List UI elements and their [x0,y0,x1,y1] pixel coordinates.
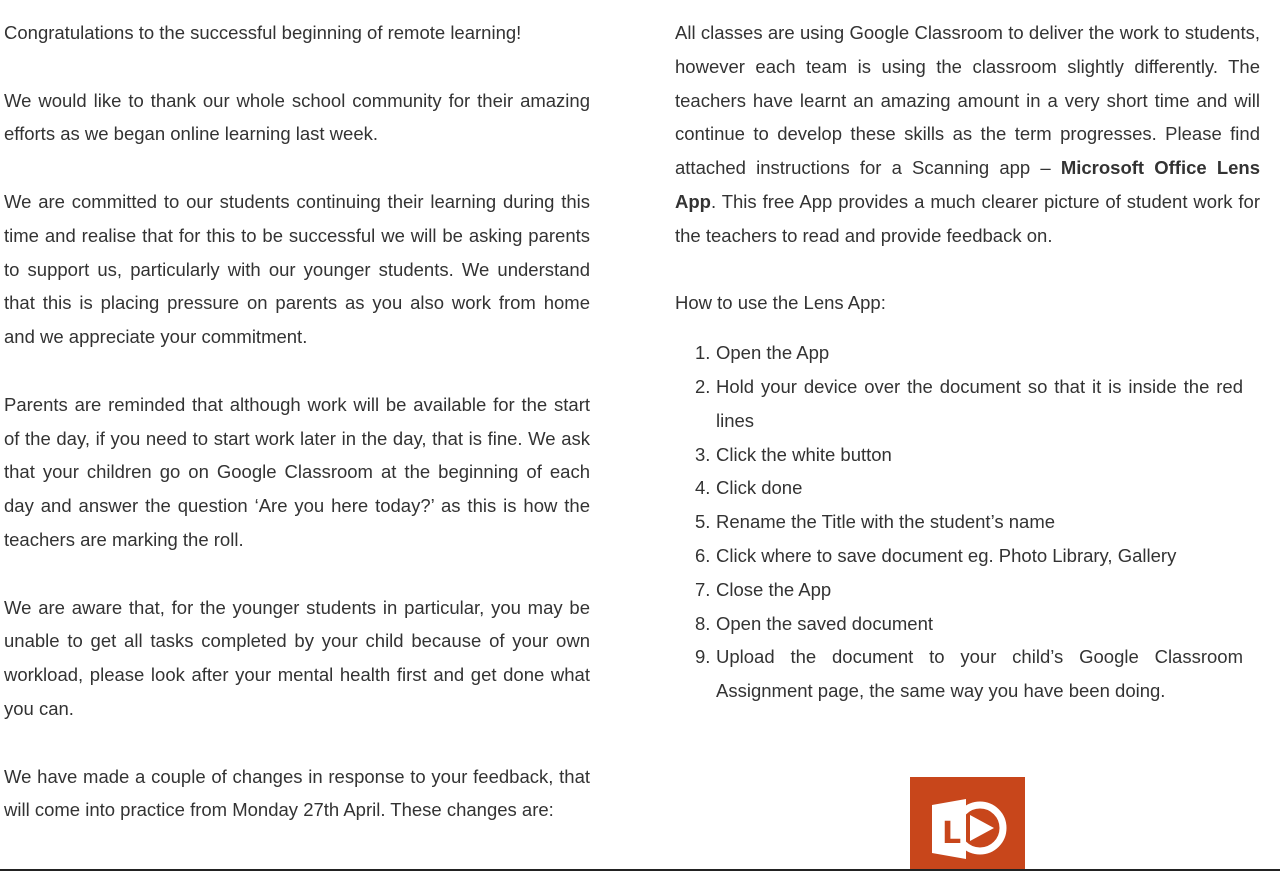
step-text: Rename the Title with the student’s name [716,511,1056,533]
step-item [675,505,1243,539]
step-text: Click where to save document eg. Photo Library, Gallery [716,544,1177,566]
paragraph-google-classroom [675,16,1260,253]
step-number: 2. [695,375,711,397]
step-text: Upload the document to your child’s Google Classroom Assignment page, the same way you have been doing. [716,646,1243,702]
step-number: 8. [695,612,711,634]
step-item [675,607,1243,641]
paragraph-commitment: We are committed to our students continuing their learning during this time and realise that for this to be successful we will be asking parents to support us, particularly with our younger students. We understand that this is placing pressure on parents as you also work from home and we appreciate your commitment. [4,190,590,348]
steps-list [675,336,1243,708]
step-text: Open the App [716,342,830,364]
step-number: 7. [695,578,711,600]
office-lens-icon [910,777,1025,871]
step-text: Click done [716,477,803,499]
intro-text-before: All classes are using Google Classroom to deliver the work to students, however each team is using the classroom slightly differently. The teachers have learnt an amazing amount in a very short time and will continue to develop these skills as the term progresses. Please find attached instructions for a Scanning app – [675,22,1260,179]
step-item [675,336,1243,370]
step-text: Open the saved document [716,612,934,634]
step-item [675,471,1243,505]
step-item [675,539,1243,573]
intro-text-after: . This free App provides a much clearer picture of student work for the teachers to read and provide feedback on. [675,190,1260,246]
paragraph-thanks: We would like to thank our whole school community for their amazing efforts as we began online learning last week. [4,89,590,145]
step-item [675,438,1243,472]
step-number: 9. [695,646,711,668]
right-column [675,16,1260,708]
app-name-bold: Microsoft Office Lens App [675,157,1261,212]
paragraph-congratulations: Congratulations to the successful beginning of remote learning! [4,22,522,43]
step-text: Close the App [716,578,832,600]
step-item [675,370,1243,438]
step-number: 1. [695,342,711,364]
logo-letter: L [942,816,962,851]
how-to-heading: How to use the Lens App: [675,292,886,314]
left-column [4,16,590,861]
step-item [675,573,1243,607]
step-number: 4. [695,477,711,499]
step-number: 3. [695,443,711,465]
paragraph-changes: We have made a couple of changes in response to your feedback, that will come into practice from Monday 27th April. These changes are: [4,765,590,821]
office-lens-icon-graphic [910,777,1025,871]
step-text: Hold your device over the document so that it is inside the red lines [716,375,1243,431]
step-item [675,640,1243,708]
step-number: 6. [695,544,711,566]
paragraph-start-time: Parents are reminded that although work will be available for the start of the day, if you need to start work later in the day, that is fine. We ask that your children go on Google Classroom at the beginning of each day and answer the question ‘Are you here today?’ as this is how the teachers are marking the roll. [4,393,590,550]
paragraph-younger-students: We are aware that, for the younger students in particular, you may be unable to get all tasks completed by your child because of your own workload, please look after your mental health first and get done what you can. [4,596,590,719]
step-number: 5. [695,511,711,533]
step-text: Click the white button [716,443,892,465]
